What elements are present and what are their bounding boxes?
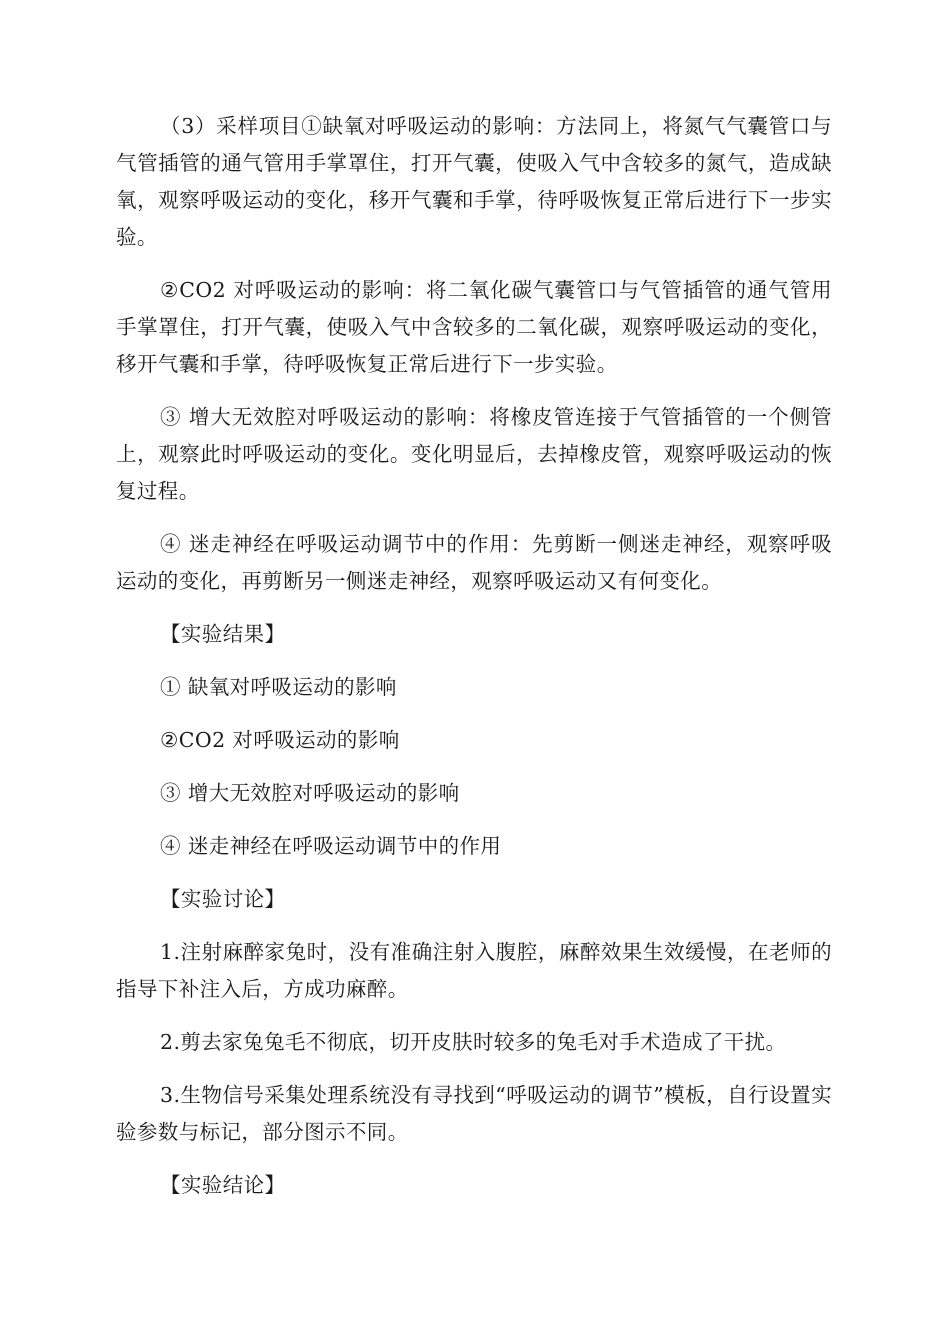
discussion-item-1: 1.注射麻醉家兔时，没有准确注射入腹腔，麻醉效果生效缓慢，在老师的指导下补注入后，方成功麻醉。 <box>116 940 832 1001</box>
paragraph-dead-space: ③ 增大无效腔对呼吸运动的影响：将橡皮管连接于气管插管的一个侧管上，观察此时呼吸运动的变化。变化明显后，去掉橡皮管，观察呼吸运动的恢复过程。 <box>116 405 832 503</box>
discussion-item-3: 3.生物信号采集处理系统没有寻找到“呼吸运动的调节”模板，自行设置实验参数与标记，部分图示不同。 <box>116 1083 832 1144</box>
paragraph-co2-effect: ②CO2 对呼吸运动的影响：将二氧化碳气囊管口与气管插管的通气管用手掌罩住，打开气囊，使吸入气中含较多的二氧化碳，观察呼吸运动的变化，移开气囊和手掌，待呼吸恢复正常后进行下一步实验。 <box>116 278 832 376</box>
heading-conclusion: 【实验结论】 <box>160 1173 286 1197</box>
heading-results: 【实验结果】 <box>160 622 286 646</box>
paragraph-sampling-hypoxia: （3）采样项目①缺氧对呼吸运动的影响：方法同上，将氮气气囊管口与气管插管的通气管用手掌罩住，打开气囊，使吸入气中含较多的氮气，造成缺氧，观察呼吸运动的变化，移开气囊和手掌，待呼吸恢复正常后进行下一步实验。 <box>116 114 832 249</box>
result-item-vagus: ④ 迷走神经在呼吸运动调节中的作用 <box>160 834 502 858</box>
heading-discussion: 【实验讨论】 <box>160 887 286 911</box>
paragraph-vagus-nerve: ④ 迷走神经在呼吸运动调节中的作用：先剪断一侧迷走神经，观察呼吸运动的变化，再剪断另一侧迷走神经，观察呼吸运动又有何变化。 <box>116 532 832 593</box>
document-body <box>116 108 832 1204</box>
result-item-co2: ②CO2 对呼吸运动的影响 <box>160 728 400 752</box>
discussion-item-2: 2.剪去家兔兔毛不彻底，切开皮肤时较多的兔毛对手术造成了干扰。 <box>160 1030 787 1054</box>
result-item-dead-space: ③ 增大无效腔对呼吸运动的影响 <box>160 781 460 805</box>
result-item-hypoxia: ① 缺氧对呼吸运动的影响 <box>160 675 397 699</box>
